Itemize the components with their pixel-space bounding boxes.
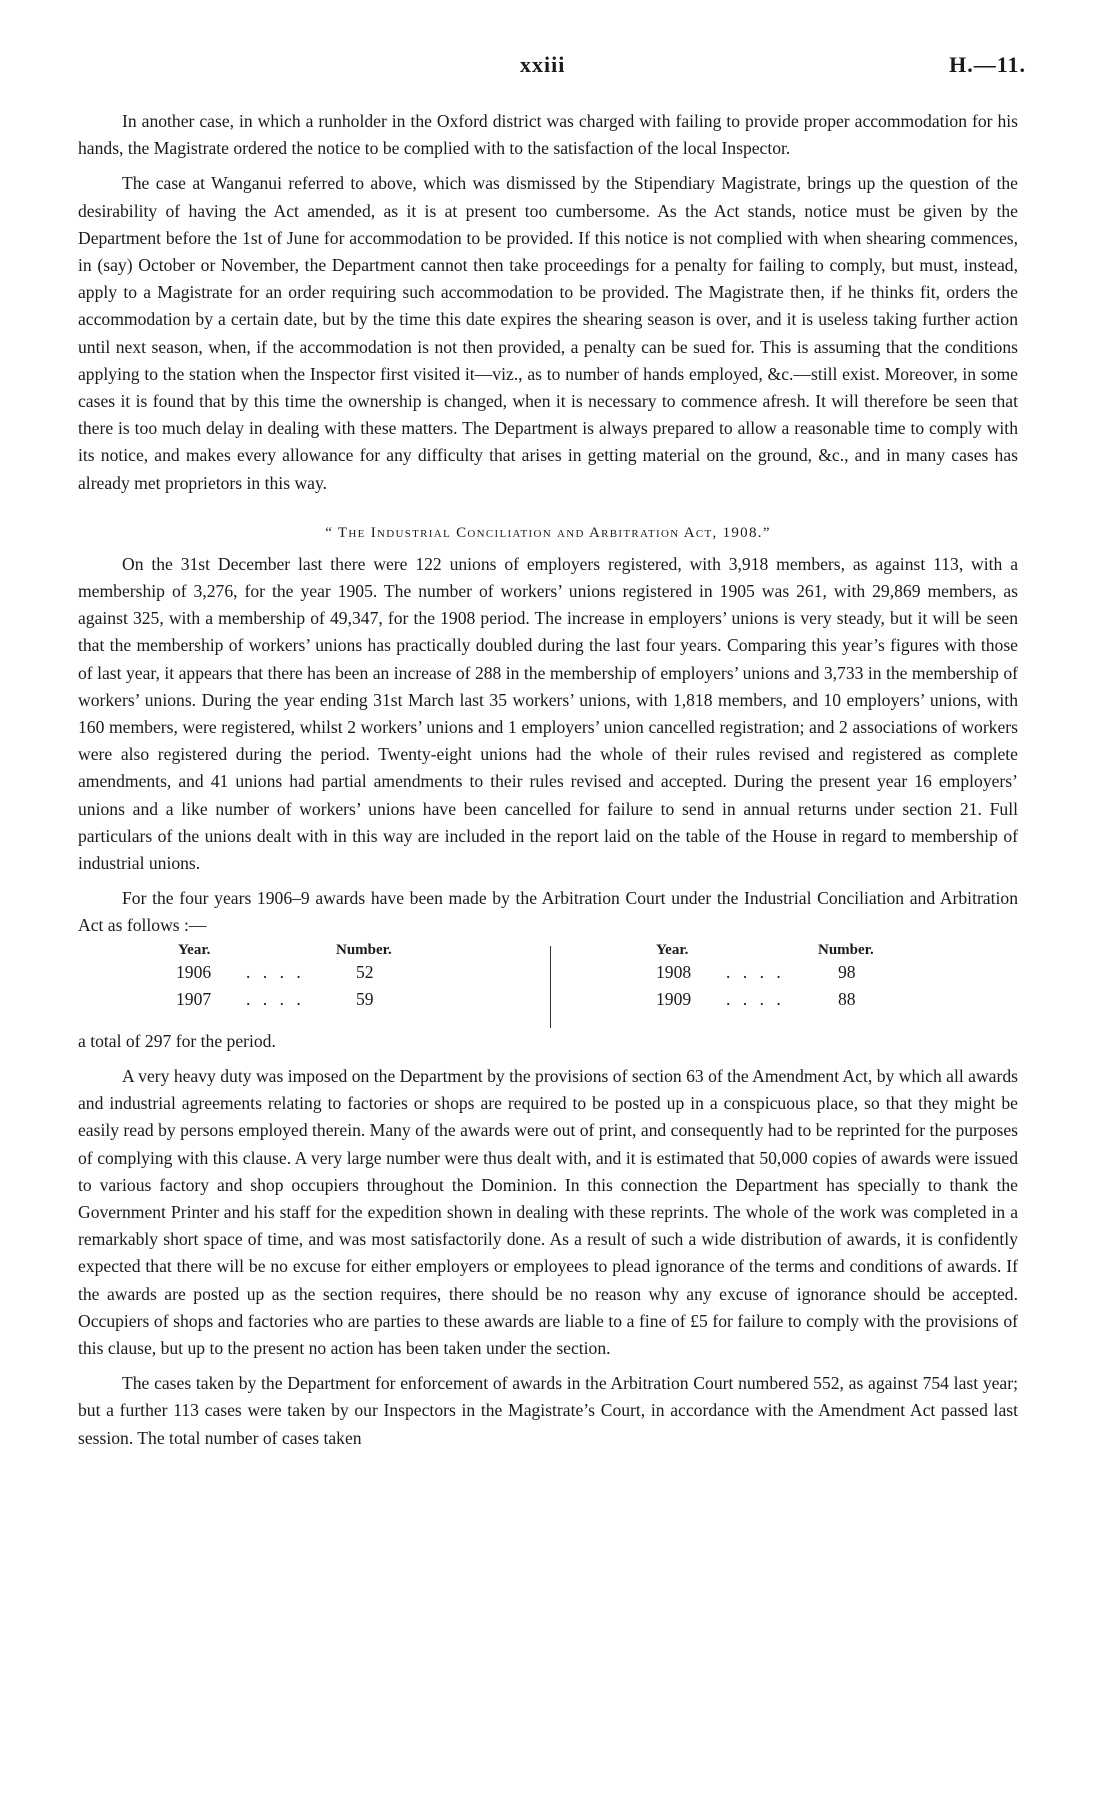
table-header-number-left: Number. [336, 941, 392, 958]
table-cell-number: 52 [356, 961, 374, 982]
section-heading: “ The Industrial Conciliation and Arbitration Act, 1908.” [325, 524, 771, 541]
paragraph-wanganui-case: The case at Wanganui referred to above, which was dismissed by the Stipendiary Magistrate, brings up the question of the desirability of having the Act amended, as it is at present too cumbersome. As the Act stands, notice must be given by the Department before the 1st of June for accommodation to be provided. If this notice is not complied with when shearing commences, in (say) October or November, the Department cannot then take proceedings for a penalty for failing to comply, but must, instead, apply to a Magistrate for an order requiring such accommodation to be provided. The Magistrate then, if he thinks fit, orders the accommodation by a certain date, but by the time this date expires the shearing season is over, and it is useless taking further action until next season, when, if the accommodation is not then provided, a penalty can be sued for. This is assuming that the conditions applying to the station when the Inspector first visited it—viz., as to number of hands employed, &c.—still exist. Moreover, in some cases it is found that by this time the ownership is changed, when it is necessary to commence afresh. It will therefore be seen that there is too much delay in dealing with these matters. The Department is always prepared to allow a reasonable time to comply with its notice, and makes every allowance for any difficulty that arises in getting material on the ground, &c., and in many cases has already met proprietors in this way. [78, 173, 1018, 493]
paragraph-awards-intro: For the four years 1906–9 awards have been made by the Arbitration Court under the Industrial Conciliation and Arbitration Act as follows :— [78, 888, 1018, 936]
table-header-year-right: Year. [656, 941, 689, 958]
paragraph-enforcement-cases: The cases taken by the Department for enforcement of awards in the Arbitration Court numbered 552, as against 754 last year; but a further 113 cases were taken by our Inspectors in the Magistrate’s Court, in accordance with the Amendment Act passed last session. The total number of cases taken [78, 1373, 1018, 1448]
page-header [0, 52, 1114, 82]
table-leader-dots: . . . . [246, 961, 305, 982]
table-column-divider [550, 946, 551, 1028]
paragraph-union-membership: On the 31st December last there were 122 unions of employers registered, with 3,918 members, as against 113, with a membership of 3,276, for the year 1905. The number of workers’ unions registered in 1905 was 261, with 29,869 members, as against 325, with a membership of 49,347, for the 1908 period. The increase in employers’ unions is very steady, but it will be seen that the membership of workers’ unions has practically doubled during the last four years. Comparing this year’s figures with those of last year, it appears that there has been an increase of 288 in the membership of employers’ unions and 3,733 in the membership of workers’ unions. During the year ending 31st March last 35 workers’ unions, with 1,818 members, and 10 employers’ unions, with 160 members, were registered, whilst 2 workers’ unions and 1 employers’ union cancelled registration; and 2 associations of workers were also registered during the period. Twenty-eight unions had the whole of their rules revised and registered as complete amendments, and 41 unions had partial amendments to their rules revised and accepted. During the present year 16 employers’ unions and a like number of workers’ unions have been cancelled for failure to send in annual returns under section 21. Full particulars of the unions dealt with in this way are included in the report laid on the table of the House in regard to membership of industrial unions. [78, 553, 1018, 874]
table-cell-year: 1906 [176, 961, 212, 982]
table-leader-dots: . . . . [726, 988, 785, 1009]
paragraph-oxford-case: In another case, in which a runholder in the Oxford district was charged with failing to provide proper accommodation for his hands, the Magistrate ordered the notice to be complied with to the satisfaction of the local Inspector. [78, 111, 1018, 159]
table-leader-dots: . . . . [726, 961, 785, 982]
table-cell-number: 98 [838, 961, 856, 982]
table-leader-dots: . . . . [246, 988, 305, 1009]
awards-table [78, 942, 1018, 1028]
page-number: xxiii [520, 52, 566, 77]
document-reference: H.—11. [949, 52, 1026, 77]
table-cell-year: 1908 [656, 961, 692, 982]
body-text [78, 108, 1018, 1460]
table-cell-number: 88 [838, 988, 856, 1009]
awards-total-line: a total of 297 for the period. [78, 1030, 276, 1051]
table-cell-year: 1907 [176, 988, 212, 1009]
table-header-number-right: Number. [818, 941, 874, 958]
paragraph-amendment-act-duty: A very heavy duty was imposed on the Department by the provisions of section 63 of the Amendment Act, by which all awards and industrial agreements relating to factories or shops are required to be posted up in a conspicuous place, so that they might be easily read by persons employed therein. Many of the awards were out of print, and consequently had to be reprinted for the purposes of complying with this clause. A very large number were thus dealt with, and it is estimated that 50,000 copies of awards were issued to various factory and shop occupiers throughout the Dominion. In this connection the Department has specially to thank the Government Printer and his staff for the expedition shown in dealing with these reprints. The whole of the work was completed in a remarkably short space of time, and was most satisfactorily done. As a result of such a wide distribution of awards, it is confidently expected that there will be no excuse for either employers or employees to plead ignorance of the terms and conditions of awards. If the awards are posted up as the section requires, there should be no reason why any excuse of ignorance should be accepted. Occupiers of shops and factories who are parties to these awards are liable to a fine of £5 for failure to comply with the provisions of this clause, but up to the present no action has been taken under the section. [78, 1065, 1019, 1358]
table-cell-year: 1909 [656, 988, 692, 1009]
table-cell-number: 59 [356, 988, 374, 1009]
table-header-year-left: Year. [178, 941, 211, 958]
